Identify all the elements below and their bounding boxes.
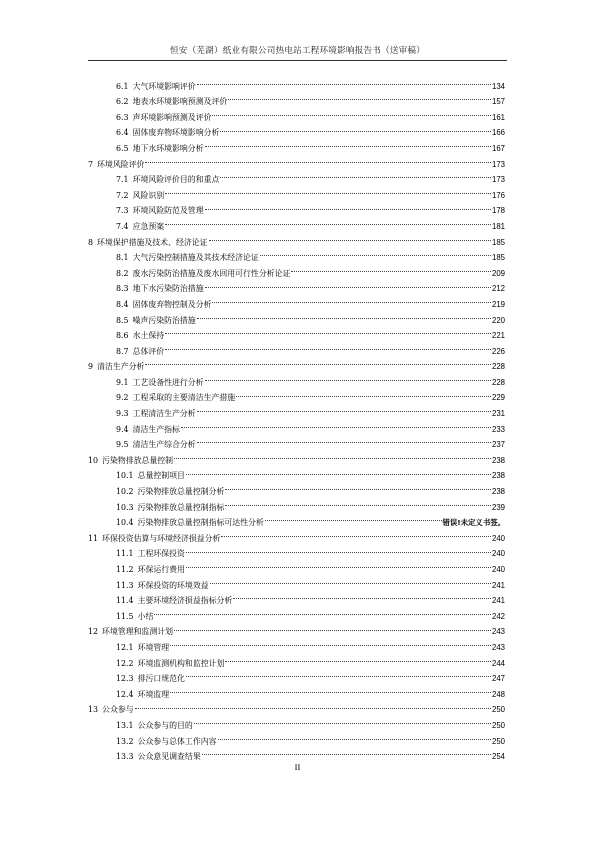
toc-entry[interactable] [88,229,505,245]
toc-entry-title: 大气环境影响评价 [132,81,196,91]
toc-leader-dots [174,619,491,635]
header-rule [88,60,507,61]
toc-entry-number: 10 [88,455,99,465]
toc-entry-title: 环境管理 [137,642,170,652]
toc-entry[interactable] [88,307,505,323]
toc-page-number: 237 [491,440,505,450]
toc-entry-number: 8.4 [116,299,129,309]
toc-entry-number: 11.5 [116,611,134,621]
toc-entry[interactable] [88,588,505,604]
toc-entry-title: 废水污染防治措施及废水回用可行性分析论证 [132,268,291,278]
toc-leader-dots [233,588,491,604]
toc-entry-title: 环境管理和监测计划 [102,627,174,637]
toc-entry-title: 工艺设备性进行分析 [132,377,204,387]
toc-entry-title: 环保投资的环境效益 [137,580,209,590]
toc-page-number: 219 [491,299,505,309]
toc-entry-title: 风险识别 [132,190,165,200]
toc-page-number: 233 [491,424,505,434]
toc-entry-title: 清洁生产分析 [97,362,145,372]
toc-entry[interactable] [88,338,505,354]
toc-leader-dots [197,400,491,416]
toc-leader-dots [205,198,491,214]
toc-entry-title: 应急预案 [132,221,165,231]
toc-entry[interactable] [88,463,505,479]
toc-page-number: 166 [491,128,505,138]
toc-entry-title: 地表水环境影响预测及评价 [132,97,228,107]
toc-entry-number: 13.1 [116,720,134,730]
toc-entry-number: 10.1 [116,471,134,481]
toc-entry-number: 12.1 [116,642,134,652]
toc-entry[interactable] [88,728,505,744]
toc-entry-title: 工程环保投资 [137,549,185,559]
toc-page-number: 240 [491,549,505,559]
toc-entry[interactable] [88,681,505,697]
toc-leader-dots [220,167,491,183]
toc-leader-dots [174,447,491,463]
toc-entry[interactable] [88,120,505,136]
toc-page-number: 250 [491,705,505,715]
toc-entry[interactable] [88,151,505,167]
toc-entry-number: 6.2 [116,97,129,107]
toc-entry-title: 环境风险评价目的和重点 [132,175,220,185]
toc-entry-number: 10.3 [116,502,134,512]
toc-entry-number: 11.3 [116,580,134,590]
toc-entry-number: 9.1 [116,377,129,387]
toc-leader-dots [209,229,491,245]
toc-entry[interactable] [88,666,505,682]
toc-page-number: 221 [491,331,505,341]
toc-leader-dots [220,120,491,136]
toc-page-number: 250 [491,720,505,730]
toc-page-number: 178 [491,206,505,216]
toc-entry-title: 污染物排放总量控制指标可达性分析 [137,518,264,528]
toc-entry-number: 8.7 [116,346,129,356]
toc-entry-title: 排污口规范化 [137,674,185,684]
toc-leader-dots [194,712,491,728]
toc-entry-number: 7 [88,159,94,169]
toc-entry-number: 6.4 [116,128,129,138]
toc-entry-number: 11.1 [116,549,134,559]
toc-page-number: 228 [491,377,505,387]
toc-entry-number: 12.2 [116,658,134,668]
toc-entry-title: 污染物排放总量控制 [102,455,174,465]
toc-entry-number: 7.3 [116,206,129,216]
toc-entry-title: 环保运行费用 [137,565,185,574]
toc-entry[interactable] [88,73,505,89]
toc-entry-number: 8 [88,237,94,247]
toc-leader-dots [218,728,491,744]
toc-leader-dots [135,697,491,713]
toc-leader-dots [291,260,491,276]
toc-entry-title: 大气污染控制措施及其技术经济论证 [132,253,259,263]
toc-entry-title: 公众参与的目的 [137,720,193,730]
toc-leader-dots [212,291,491,307]
toc-entry-number: 10.4 [116,518,134,528]
toc-entry[interactable] [88,213,505,229]
toc-page-number: 240 [491,533,505,543]
toc-leader-dots [221,525,491,541]
toc-entry-number: 8.3 [116,284,129,294]
toc-leader-dots [186,666,491,682]
toc-leader-dots [225,494,491,510]
toc-page-number: 238 [491,487,505,497]
toc-entry-number: 8.1 [116,253,129,263]
toc-entry-title: 公众参与 [102,705,134,715]
toc-leader-dots [145,354,491,370]
toc-entry-title: 水土保持 [132,331,165,341]
toc-leader-dots [205,276,491,292]
toc-entry[interactable] [88,104,505,120]
toc-entry-title: 固体废弃物控制及分析 [132,299,212,309]
toc-entry-title: 污染物排放总量控制指标 [137,502,225,512]
toc-page-number: 244 [491,658,505,668]
toc-page-number: 229 [491,393,505,403]
toc-leader-dots [205,369,491,385]
toc-page-number: 209 [491,268,505,278]
toc-entry-number: 12.3 [116,674,134,684]
toc-entry[interactable] [88,712,505,728]
toc-entry-title: 环境风险防范及管理 [132,206,204,216]
toc-entry[interactable] [88,416,505,432]
toc-leader-dots [154,603,491,619]
toc-entry-title: 环保投资估算与环境经济损益分析 [102,533,221,543]
toc-entry[interactable] [88,510,505,526]
toc-page-number: 226 [491,346,505,356]
toc-leader-dots [236,385,491,401]
toc-entry-number: 9 [88,362,94,372]
toc-entry[interactable] [88,369,505,385]
toc-leader-dots [186,556,491,572]
toc-leader-dots [265,510,442,526]
toc-entry-number: 6.1 [116,81,129,91]
toc-page-number: 231 [491,409,505,419]
toc-page-number: 212 [491,284,505,294]
toc-leader-dots [165,182,491,198]
toc-page-number: 254 [491,752,505,762]
toc-entry[interactable] [88,650,505,666]
toc-page-number: 238 [491,471,505,481]
toc-entry-number: 9.3 [116,409,129,419]
toc-page-number: 241 [491,580,505,590]
toc-page-number: 173 [491,159,505,169]
toc-entry[interactable] [88,291,505,307]
toc-page-number: 176 [491,190,505,200]
toc-entry-title: 工程采取的主要清洁生产措施 [132,393,236,403]
running-header: 恒安（芜湖）纸业有限公司热电站工程环境影响报告书（送审稿） [169,46,426,56]
toc-entry[interactable] [88,89,505,105]
toc-page-number: 161 [491,112,505,122]
toc-page-number: 240 [491,565,505,574]
toc-entry-number: 7.1 [116,175,129,185]
toc-entry[interactable] [88,167,505,183]
toc-entry-title: 地下水环境影响分析 [132,143,204,153]
toc-entry[interactable] [88,634,505,650]
toc-page-number: 185 [491,253,505,263]
toc-entry-number: 12 [88,627,99,637]
toc-entry-number: 9.5 [116,440,129,450]
toc-entry[interactable] [88,400,505,419]
toc-entry[interactable] [88,494,505,510]
toc-entry-title: 固体废弃物环境影响分析 [132,128,220,138]
toc-entry-title: 环境监测机构和监控计划 [137,658,225,668]
toc-entry[interactable] [88,603,505,619]
toc-entry-number: 9.4 [116,424,129,434]
page-number: II [294,762,301,772]
toc-page-number: 250 [491,736,505,746]
toc-leader-dots [145,151,491,167]
toc-entry[interactable] [88,354,505,370]
toc-entry[interactable] [88,697,505,713]
toc-entry[interactable] [88,198,505,214]
toc-page-number: 247 [491,674,505,684]
toc-entry-title: 公众参与总体工作内容 [137,736,217,746]
toc-leader-dots [197,432,491,448]
toc-leader-dots [165,338,491,354]
toc-entry-title: 总体评价 [132,346,165,356]
toc-entry-title: 环境风险评价 [97,159,145,169]
toc-entry-number: 7.2 [116,190,129,200]
toc-page-number: 248 [491,689,505,699]
toc-page-number: 243 [491,627,505,637]
toc-entry-number: 11 [88,533,99,543]
toc-entry[interactable] [88,619,505,635]
toc-entry-title: 声环境影响预测及评价 [132,112,212,122]
table-of-contents [88,73,505,762]
toc-page-number: 185 [491,237,505,247]
toc-page-number: 173 [491,175,505,185]
toc-entry-number: 10.2 [116,487,134,497]
toc-entry-number: 8.6 [116,331,129,341]
toc-entry[interactable] [88,525,505,541]
toc-entry-title: 污染物排放总量控制分析 [137,487,225,497]
toc-leader-dots [212,104,491,120]
toc-leader-dots [205,135,491,151]
toc-page-number: 157 [491,97,505,107]
toc-entry-title: 小结 [137,611,154,621]
toc-entry-title: 环境保护措施及技术、经济论证 [97,237,208,247]
toc-entry-number: 13.2 [116,736,134,746]
toc-page-number: 238 [491,455,505,465]
toc-entry[interactable] [88,572,505,588]
toc-leader-dots [210,572,491,588]
toc-leader-dots [260,245,491,261]
toc-page-number: 241 [491,596,505,606]
toc-page-number: 239 [491,502,505,512]
toc-entry-title: 主要环境经济损益指标分析 [137,596,233,606]
toc-entry[interactable] [88,260,505,276]
toc-leader-dots [186,541,491,557]
toc-entry[interactable] [88,385,505,401]
toc-entry[interactable] [88,478,505,497]
toc-leader-dots [197,73,491,89]
toc-leader-dots [225,478,491,494]
toc-entry-title: 清洁生产综合分析 [132,440,196,450]
toc-entry-number: 11.2 [116,565,134,574]
toc-entry[interactable] [88,276,505,292]
toc-leader-dots [186,463,491,479]
toc-bookmark-error: 错误!未定义书签。 [442,518,505,528]
toc-entry-number: 7.4 [116,221,129,231]
toc-entry-title: 工程清洁生产分析 [132,409,196,419]
toc-page-number: 181 [491,221,505,231]
toc-entry-number: 13 [88,705,99,715]
toc-leader-dots [165,213,491,229]
toc-entry-title: 噪声污染防治措施 [132,315,196,325]
toc-entry-number: 6.3 [116,112,129,122]
toc-entry-number: 9.2 [116,393,129,403]
toc-entry-title: 总量控制项目 [137,471,185,481]
toc-leader-dots [202,744,491,760]
toc-entry-number: 8.5 [116,315,129,325]
toc-entry[interactable] [88,447,505,463]
toc-leader-dots [197,307,491,323]
toc-entry[interactable] [88,541,505,557]
toc-entry-number: 6.5 [116,143,129,153]
toc-entry[interactable] [88,432,505,448]
toc-page-number: 134 [491,81,505,91]
toc-entry[interactable] [88,182,505,198]
toc-page-number: 220 [491,315,505,325]
toc-entry-number: 12.4 [116,689,134,699]
toc-entry[interactable] [88,135,505,151]
toc-entry-title: 环境监理 [137,689,170,699]
toc-leader-dots [181,416,491,432]
toc-leader-dots [228,89,491,105]
toc-page-number: 243 [491,642,505,652]
toc-leader-dots [170,634,491,650]
toc-page-number: 167 [491,143,505,153]
toc-entry-number: 8.2 [116,268,129,278]
toc-entry-title: 清洁生产指标 [132,424,180,434]
toc-leader-dots [225,650,491,666]
toc-entry[interactable] [88,744,505,760]
toc-page-number: 228 [491,362,505,372]
toc-entry-title: 公众意见调查结果 [137,752,201,762]
toc-entry[interactable] [88,556,505,572]
toc-entry-number: 11.4 [116,596,134,606]
toc-page-number: 242 [491,611,505,621]
toc-leader-dots [170,681,491,697]
toc-entry-title: 地下水污染防治措施 [132,284,204,294]
toc-entry[interactable] [88,323,505,339]
toc-entry-number: 13.3 [116,752,134,762]
toc-entry[interactable] [88,245,505,261]
toc-leader-dots [165,323,491,339]
